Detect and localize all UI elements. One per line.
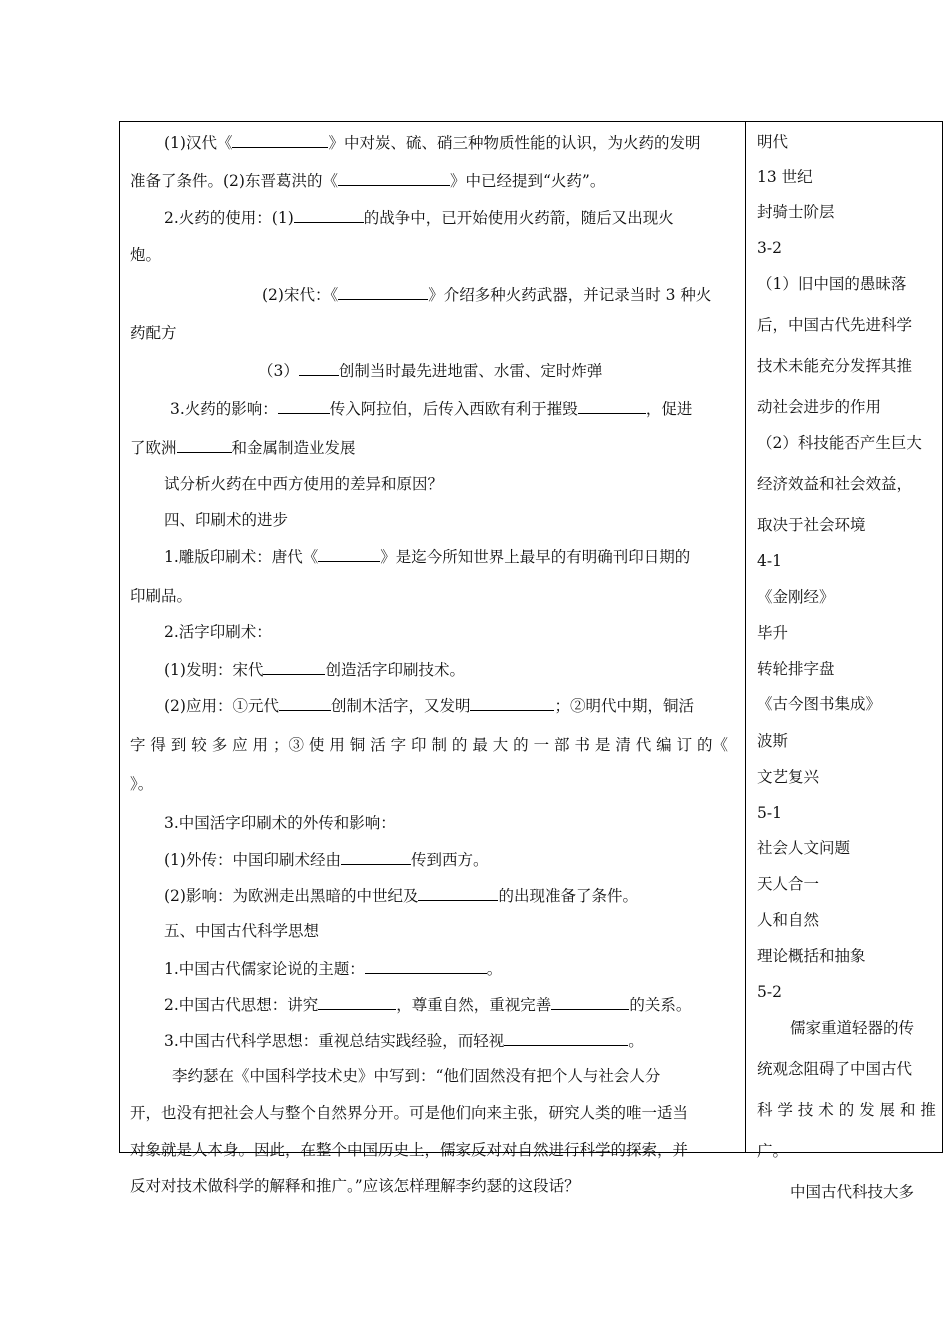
question-line: [164, 474, 443, 494]
question-text: 3.中国古代科学思想：重视总结实践经验，而轻视: [164, 1032, 505, 1050]
question-text: 》。: [130, 775, 154, 793]
question-line: [258, 360, 602, 381]
question-text: (1)发明：宋代: [164, 661, 264, 679]
question-line: [130, 774, 153, 794]
answer-line: 取决于社会环境: [757, 516, 866, 534]
question-text: 。: [486, 960, 503, 978]
question-line: [164, 994, 691, 1015]
question-line: [130, 323, 177, 343]
answer-line: 3-2: [757, 239, 782, 257]
question-text: (2)宋代：《: [262, 286, 339, 304]
answer-line: （2）科技能否产生巨大: [757, 434, 922, 452]
question-text: 2.中国古代思想：讲究: [164, 996, 319, 1014]
fill-in-blank[interactable]: [299, 360, 339, 376]
question-text: 炮。: [130, 246, 162, 264]
question-line: [130, 245, 161, 265]
question-text: 的出现准备了条件。: [498, 887, 638, 905]
question-text: 传入阿拉伯，后传入西欧有利于摧毁: [329, 400, 578, 418]
question-line: [130, 437, 356, 458]
fill-in-blank[interactable]: [294, 207, 364, 223]
column-divider: [745, 121, 746, 1153]
answer-line: 毕升: [757, 624, 789, 642]
question-line: [164, 622, 272, 642]
fill-in-blank[interactable]: [278, 398, 330, 414]
answer-line: 后，中国古代先进科学: [757, 316, 913, 334]
question-text: 1.中国古代儒家论说的主题：: [164, 960, 365, 978]
question-line: [164, 813, 396, 833]
fill-in-blank[interactable]: [470, 695, 554, 711]
question-text: 》中对炭、硫、硝三种物质性能的认识，为火药的发明: [328, 134, 701, 152]
question-text: 创造活字印刷技术。: [325, 661, 465, 679]
question-text: (1)外传：中国印刷术经由: [164, 851, 341, 869]
fill-in-blank[interactable]: [338, 170, 450, 186]
question-text: 药配方: [130, 324, 177, 342]
question-text: 五、中国古代科学思想: [164, 922, 320, 940]
question-text: 字 得 到 较 多 应 用 ；③ 使 用 铜 活 字 印 制 的 最 大 的 一 部 书 是 清 代 编 订 的《: [130, 736, 729, 754]
fill-in-blank[interactable]: [177, 437, 232, 453]
answer-line: 文艺复兴: [757, 768, 820, 786]
question-text: 2.活字印刷术：: [164, 623, 272, 641]
question-line: [172, 1066, 660, 1086]
question-text: 创制当时最先进地雷、水雷、定时炸弹: [338, 362, 603, 380]
answer-line: 封骑士阶层: [757, 203, 835, 221]
question-text: 2.火药的使用：(1): [164, 209, 294, 227]
question-line: [164, 207, 674, 228]
answer-line: 科 学 技 术 的 发 展 和 推: [757, 1101, 936, 1119]
question-text: 》介绍多种火药武器，并记录当时 3 种火: [428, 286, 712, 304]
question-line: [164, 1030, 644, 1051]
answer-line: 《古今图书集成》: [757, 695, 882, 713]
answer-line: （1）旧中国的愚昧落: [757, 275, 907, 293]
question-text: (2)影响：为欧洲走出黑暗的中世纪及: [164, 887, 419, 905]
fill-in-blank[interactable]: [279, 695, 331, 711]
question-text: 1.雕版印刷术：唐代《: [164, 548, 319, 566]
question-text: 传到西方。: [410, 851, 489, 869]
answer-line: 5-2: [757, 983, 782, 1001]
fill-in-blank[interactable]: [365, 958, 487, 974]
answer-line: 技术未能充分发挥其推: [757, 357, 913, 375]
question-text: (2)应用：①元代: [164, 697, 279, 715]
fill-in-blank[interactable]: [318, 546, 380, 562]
question-line: [262, 284, 711, 305]
answer-line: 广。: [757, 1142, 789, 1160]
fill-in-blank[interactable]: [263, 659, 325, 675]
fill-in-blank[interactable]: [504, 1030, 628, 1046]
question-text: 了欧洲: [130, 439, 177, 457]
question-line: [164, 885, 638, 906]
question-text: 和金属制造业发展: [231, 439, 356, 457]
question-text: 开，也没有把社会人与整个自然界分开。可是他们向来主张，研究人类的唯一适当: [130, 1104, 689, 1122]
fill-in-blank[interactable]: [551, 994, 629, 1010]
question-line: [130, 1176, 580, 1196]
question-text: 3.火药的影响：: [170, 400, 278, 418]
question-text: 试分析火药在中西方使用的差异和原因？: [164, 475, 444, 493]
fill-in-blank[interactable]: [578, 398, 646, 414]
question-text: ，尊重自然，重视完善: [396, 996, 552, 1014]
question-line: [130, 586, 192, 606]
question-line: [164, 132, 700, 153]
answer-line: 5-1: [757, 804, 782, 822]
question-text: 李约瑟在《中国科学技术史》中写到：“他们固然没有把个人与社会人分: [172, 1067, 661, 1085]
question-text: （3）: [258, 362, 299, 380]
answer-line: 《金刚经》: [757, 588, 835, 606]
question-text: 》中已经提到“火药”。: [449, 172, 606, 190]
question-line: [164, 510, 288, 530]
fill-in-blank[interactable]: [418, 885, 498, 901]
question-line: [164, 546, 690, 567]
answer-line: 社会人文问题: [757, 839, 851, 857]
question-line: [164, 921, 319, 941]
question-text: 反对对技术做科学的解释和推广。”应该怎样理解李约瑟的这段话？: [130, 1177, 580, 1195]
answer-line: 经济效益和社会效益，: [757, 475, 913, 493]
question-line: [164, 695, 694, 716]
question-line: [164, 958, 502, 979]
question-text: 四、印刷术的进步: [164, 511, 289, 529]
fill-in-blank[interactable]: [341, 849, 411, 865]
answer-line: 波斯: [757, 732, 789, 750]
answer-line: 转轮排字盘: [757, 660, 835, 678]
question-text: 》是迄今所知世界上最早的有明确刊印日期的: [380, 548, 691, 566]
answer-line: 13 世纪: [757, 168, 813, 186]
question-text: 。: [628, 1032, 644, 1050]
question-line: [164, 659, 465, 680]
question-text: (1)汉代《: [164, 134, 233, 152]
question-text: 对象就是人本身。因此，在整个中国历史上，儒家反对对自然进行科学的探索，并: [130, 1141, 689, 1159]
question-text: 3.中国活字印刷术的外传和影响：: [164, 814, 396, 832]
answer-line: 动社会进步的作用: [757, 398, 882, 416]
question-line: [130, 1103, 688, 1123]
answer-line: 统观念阻碍了中国古代: [757, 1060, 913, 1078]
answer-line: 中国古代科技大多: [790, 1183, 915, 1201]
question-line: [130, 1140, 688, 1160]
fill-in-blank[interactable]: [318, 994, 396, 1010]
question-text: 的关系。: [629, 996, 692, 1014]
answer-line: 理论概括和抽象: [757, 947, 866, 965]
question-text: ，促进: [645, 400, 693, 418]
answer-line: 人和自然: [757, 911, 820, 929]
question-text: 的战争中，已开始使用火药箭，随后又出现火: [363, 209, 674, 227]
question-text: 准备了条件。(2)东晋葛洪的《: [130, 172, 338, 190]
question-text: ；②明代中期，铜活: [554, 697, 694, 715]
fill-in-blank[interactable]: [232, 132, 328, 148]
question-line: [130, 170, 605, 191]
question-line: [164, 849, 488, 870]
question-line: [130, 735, 728, 755]
answer-line: 天人合一: [757, 875, 820, 893]
answer-line: 儒家重道轻器的传: [790, 1019, 915, 1037]
question-text: 印刷品。: [130, 587, 193, 605]
answer-line: 4-1: [757, 552, 782, 570]
question-text: 创制木活字，又发明: [330, 697, 471, 715]
fill-in-blank[interactable]: [338, 284, 428, 300]
question-line: [170, 398, 692, 419]
answer-line: 明代: [757, 133, 789, 151]
